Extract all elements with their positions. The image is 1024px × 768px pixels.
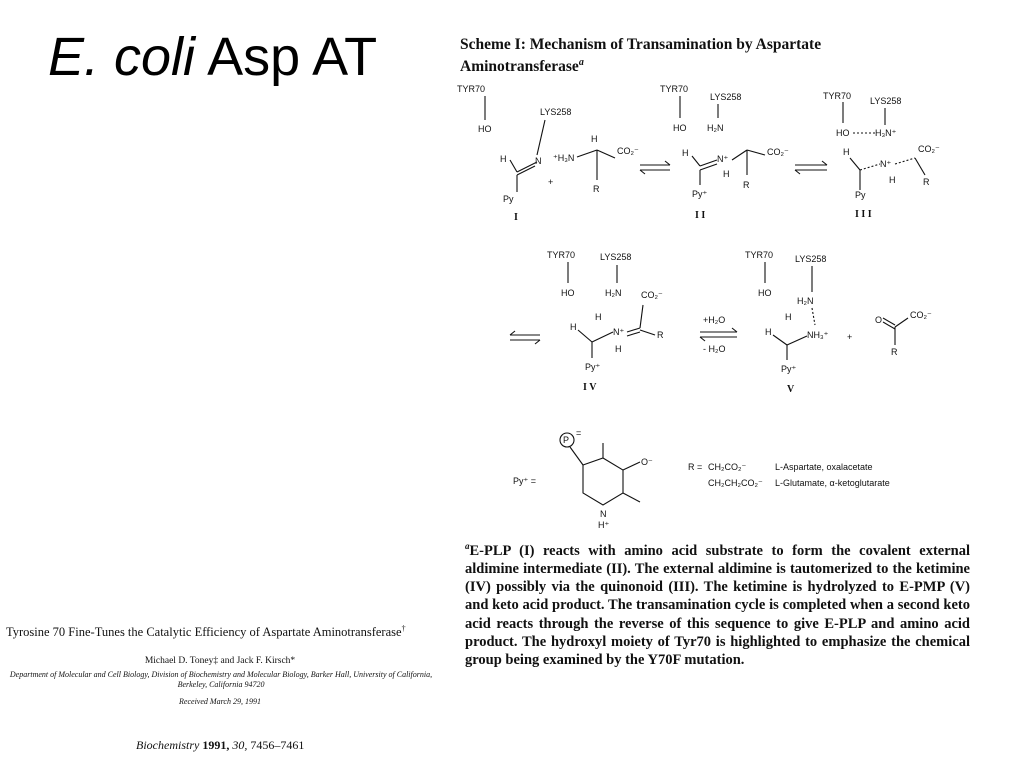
slide-title	[48, 27, 378, 87]
svg-text:Py: Py	[855, 190, 866, 200]
svg-text:H₂N: H₂N	[605, 288, 622, 298]
footnote-text: E-PLP (I) reacts with amino acid substrate to form the covalent external aldimine intermediate (II). The external aldimine is tautomerized to the ketimine (IV) possibly via the quinonoid (III). The ketimine is hydrolyzed to E-PMP (V) and keto acid product. The transamination cycle is completed when a second keto acid reacts through the reverse of this sequence to give E-PLP and amino acid product. The hydroxyl moiety of Tyr70 is highlighted to emphasize the chemical group being examined by the Y70F mutation.	[465, 542, 970, 669]
structure-I	[457, 84, 639, 223]
svg-text:HO: HO	[673, 123, 687, 133]
svg-text:R: R	[923, 177, 930, 187]
svg-text:H: H	[682, 148, 689, 158]
scheme-heading-line2: Aminotransferase$^a$	[460, 57, 584, 76]
r-glutamate-group: CH₂CH₂CO₂⁻	[708, 478, 763, 488]
equilibrium-arrow-1	[640, 161, 670, 174]
svg-text:=: =	[576, 428, 582, 438]
svg-text:N: N	[535, 156, 542, 166]
svg-text:+: +	[847, 332, 853, 342]
journal-pages: 7456–7461	[250, 738, 305, 752]
journal-name: Biochemistry	[136, 738, 200, 752]
py-definition-label: Py⁺ =	[513, 476, 537, 486]
equilibrium-arrow-3	[510, 331, 540, 344]
scheme-heading-footnote-mark: a	[578, 57, 584, 68]
label-V: V	[787, 384, 795, 395]
structure-IV	[547, 250, 664, 393]
slide-title-enzyme: Asp AT	[195, 27, 378, 87]
svg-text:CO₂⁻: CO₂⁻	[918, 144, 940, 154]
svg-text:H₃N⁺: H₃N⁺	[875, 128, 897, 138]
r-definition-label: R =	[688, 462, 703, 472]
svg-text:+: +	[548, 177, 554, 187]
structure-III	[823, 91, 940, 220]
svg-text:R: R	[657, 330, 664, 340]
svg-text:CO₂⁻: CO₂⁻	[910, 310, 932, 320]
svg-text:R: R	[891, 347, 898, 357]
svg-text:H: H	[615, 344, 622, 354]
r-group-definitions	[688, 462, 890, 488]
svg-text:N⁺: N⁺	[880, 159, 892, 169]
svg-text:LYS258: LYS258	[870, 96, 902, 106]
structure-V	[745, 250, 852, 395]
svg-text:TYR70: TYR70	[745, 250, 774, 260]
svg-text:CO₂⁻: CO₂⁻	[767, 147, 789, 157]
transamination-mechanism-scheme	[455, 80, 1020, 530]
svg-text:TYR70: TYR70	[660, 84, 689, 94]
svg-text:H: H	[595, 312, 602, 322]
svg-text:TYR70: TYR70	[547, 250, 576, 260]
svg-text:LYS258: LYS258	[710, 92, 742, 102]
label-I: I	[514, 212, 518, 223]
svg-text:⁺H₃N: ⁺H₃N	[553, 153, 575, 163]
keto-acid-product	[875, 310, 932, 357]
hydrolysis-arrow	[700, 315, 737, 354]
svg-text:N: N	[600, 509, 607, 519]
journal-year: 1991,	[202, 738, 230, 752]
structure-II	[660, 84, 789, 221]
svg-text:Py: Py	[503, 194, 514, 204]
equilibrium-arrow-2	[795, 161, 827, 174]
svg-text:CO₂⁻: CO₂⁻	[617, 146, 639, 156]
label-III: I I I	[855, 209, 872, 220]
svg-text:LYS258: LYS258	[795, 254, 827, 264]
journal-volume: 30,	[232, 738, 248, 752]
label-II: I I	[695, 210, 706, 221]
svg-text:H: H	[591, 134, 598, 144]
svg-text:LYS258: LYS258	[600, 252, 632, 262]
svg-text:Py⁺: Py⁺	[781, 364, 797, 374]
r-glutamate-names: L-Glutamate, α-ketoglutarate	[775, 478, 890, 488]
svg-text:NH₃⁺: NH₃⁺	[807, 330, 829, 340]
svg-text:P: P	[563, 435, 570, 445]
tyr70-label: TYR70	[457, 84, 486, 94]
slide-title-organism: E. coli	[48, 27, 196, 87]
svg-text:Py⁺: Py⁺	[692, 189, 708, 199]
svg-text:H: H	[570, 322, 577, 332]
r-aspartate-names: L-Aspartate, oxalacetate	[775, 462, 873, 472]
lys258-label: LYS258	[540, 107, 572, 117]
svg-text:H₂N: H₂N	[797, 296, 814, 306]
svg-text:H⁺: H⁺	[598, 520, 610, 530]
svg-text:CO₂⁻: CO₂⁻	[641, 290, 663, 300]
paper-title: Tyrosine 70 Fine-Tunes the Catalytic Efficiency of Aspartate Aminotransferase†	[6, 624, 406, 640]
footnote-mark: a	[465, 541, 470, 551]
svg-text:Py⁺: Py⁺	[585, 362, 601, 372]
svg-text:HO: HO	[836, 128, 850, 138]
svg-text:H: H	[889, 175, 896, 185]
svg-text:H: H	[843, 147, 850, 157]
svg-text:TYR70: TYR70	[823, 91, 852, 101]
label-IV: I V	[583, 382, 597, 393]
minus-water-label: - H₂O	[703, 344, 726, 354]
paper-affiliation: Department of Molecular and Cell Biology, Division of Biochemistry and Molecular Biology, Barker Hall, University of California, Berkeley, California 94720	[9, 670, 433, 689]
svg-text:H: H	[785, 312, 792, 322]
svg-text:HO: HO	[758, 288, 772, 298]
svg-text:HO: HO	[561, 288, 575, 298]
svg-text:O: O	[875, 315, 883, 325]
svg-text:H: H	[723, 169, 730, 179]
r-aspartate-group: CH₂CO₂⁻	[708, 462, 747, 472]
svg-text:HO: HO	[478, 124, 492, 134]
scheme-heading-line1: Scheme I: Mechanism of Transamination by Aspartate	[460, 36, 822, 53]
svg-text:H: H	[500, 154, 507, 164]
svg-text:O⁻: O⁻	[641, 457, 653, 467]
svg-text:R: R	[743, 180, 750, 190]
paper-received-date: Received March 29, 1991	[179, 697, 261, 706]
scheme-heading	[460, 36, 821, 76]
svg-text:H: H	[765, 327, 772, 337]
paper-authors: Michael D. Toney‡ and Jack F. Kirsch*	[144, 656, 296, 666]
svg-text:R: R	[593, 184, 600, 194]
svg-text:N⁺: N⁺	[613, 327, 625, 337]
svg-text:H₂N: H₂N	[707, 123, 724, 133]
scheme-footnote	[465, 537, 970, 669]
paper-title-dagger: †	[401, 624, 406, 633]
pyridoxal-phosphate-structure	[513, 428, 653, 530]
svg-text:N⁺: N⁺	[717, 154, 729, 164]
journal-citation	[136, 738, 304, 753]
plus-water-label: +H₂O	[703, 315, 726, 325]
